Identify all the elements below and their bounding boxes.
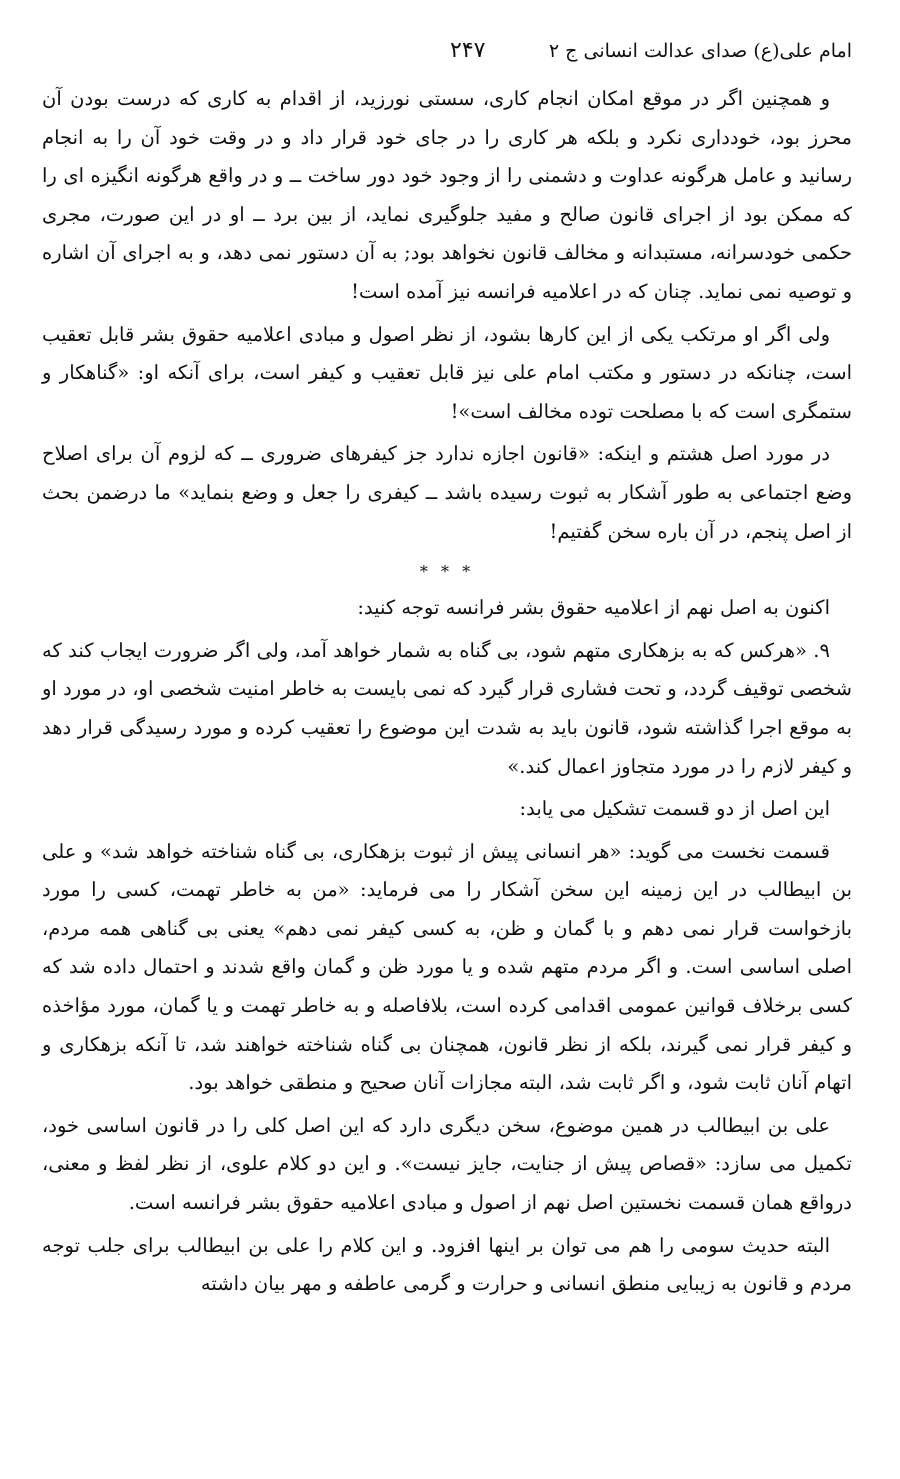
page-header (40, 36, 852, 66)
page-number: ۲۴۷ (450, 38, 486, 63)
section-separator: * * * (419, 562, 475, 582)
paragraph: این اصل از دو قسمت تشکیل می یابد: (519, 797, 830, 821)
paragraph: و همچنین اگر در موقع امکان انجام کاری، سستی نورزید، از اقدام به کاری که درست بودن آن محرز بود، خودداری نکرد و بلکه هر کاری را در جای خود قرار داد و در وقت خود آن را به انجام رسانید و عامل هرگونه عداوت و دشمنی را از وجود خود دور ساخت ــ و در واقع هرگونه انگیزه ای را که ممکن بود از اجرای قانون صالح و مفید جلوگیری نماید، از بین برد ــ او در این صورت، مجری حکمی خودسرانه، مستبدانه و مخالف قانون نخواهد بود; به آن دستور نمی دهد، و به اجرای آن اشاره و توصیه نمی نماید. چنان که در اعلامیه فرانسه نیز آمده است! (42, 87, 852, 303)
paragraph: اکنون به اصل نهم از اعلامیه حقوق بشر فرانسه توجه کنید: (357, 596, 830, 620)
paragraph: البته حدیث سومی را هم می توان بر اینها افزود. و این کلام را علی بن ابیطالب برای جلب توجه مردم و قانون به زیبایی منطق انسانی و حرارت و گرمی عاطفه و مهر بیان داشته (42, 1233, 852, 1296)
paragraph: ولی اگر او مرتکب یکی از این کارها بشود، از نظر اصول و مبادی اعلامیه حقوق بشر قابل تعقیب است، چنانکه در دستور و مکتب امام علی نیز قابل تعقیب و کیفر است، برای آنکه او: «گناهکار و ستمگری است که با مصلحت توده مخالف است»! (42, 322, 852, 423)
paragraph: در مورد اصل هشتم و اینکه: «قانون اجازه ندارد جز کیفرهای ضروری ــ که لزوم آن برای اصلاح وضع اجتماعی به طور آشکار به ثبوت رسیده باشد ــ کیفری را جعل و وضع بنماید» ما درضمن بحث از اصل پنجم، در آن باره سخن گفتیم! (42, 442, 852, 543)
paragraph: ۹. «هرکس که به بزهکاری متهم شود، بی گناه به شمار خواهد آمد، ولی اگر ضرورت ایجاب کند که شخصی توقیف گردد، و تحت فشاری قرار گیرد که نمی بایست به خاطر امنیت شخصی او، در مورد او به موقع اجرا گذاشته شود، قانون باید به شدت این موضوع را تعقیب کرده و مورد رسیدگی قرار دهد و کیفر لازم را در مورد متجاوز اعمال کند.» (42, 638, 852, 778)
paragraph: قسمت نخست می گوید: «هر انسانی پیش از ثبوت بزهکاری، بی گناه شناخته خواهد شد» و علی بن ابیطالب در این زمینه این سخن آشکار را می فرماید: «من به خاطر تهمت، کسی را مورد بازخواست قرار نمی دهم و با گمان و ظن، به کسی کیفر نمی دهم» یعنی بی گناهی همه مردم، اصلی اساسی است. و اگر مردم متهم شده و یا مورد ظن و گمان واقع شدند و احتمال داده شد که کسی برخلاف قوانین عمومی اقدامی کرده است، بلافاصله و به خاطر تهمت و یا گمان، مورد مؤاخذه و کیفر قرار نمی گیرند، بلکه از نظر قانون، همچنان بی گناه شناخته خواهند شد، تا آنکه بزهکاری و اتهام آنان ثابت شود، و اگر ثابت شد، البته مجازات آنان صحیح و منطقی خواهد بود. (42, 839, 852, 1095)
running-title: امام علی(ع) صدای عدالت انسانی ج ۲ (548, 40, 852, 62)
paragraph: علی بن ابیطالب در همین موضوع، سخن دیگری دارد که این اصل کلی را در قانون اساسی خود، تکمیل می سازد: «قصاص پیش از جنایت، جایز نیست». و این دو کلام علوی، از نظر لفظ و معنی، درواقع همان قسمت نخستین اصل نهم از اصول و مبادی اعلامیه حقوق بشر فرانسه است. (42, 1113, 852, 1215)
page-body (42, 80, 852, 1308)
